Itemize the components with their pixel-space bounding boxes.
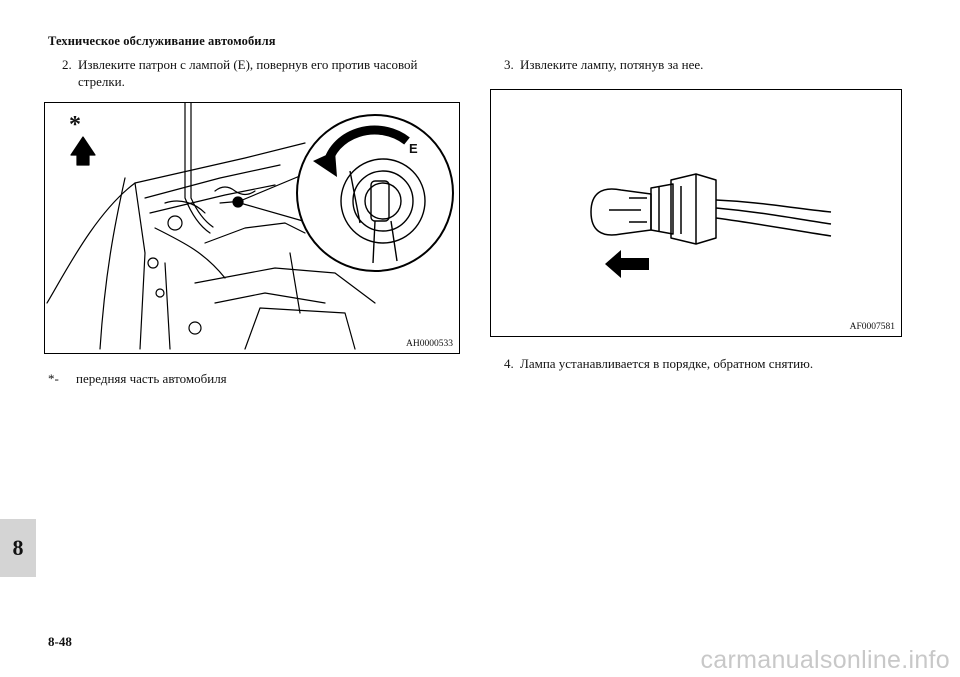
note-mark: *- — [48, 371, 59, 386]
figure-bulb-removal — [490, 89, 902, 337]
figure-note — [48, 371, 227, 387]
step-2-text: Извлеките патрон с лампой (E), повернув его против часовой стрелки. — [78, 57, 418, 89]
step-4-number: 4. — [504, 356, 514, 371]
step-3 — [504, 56, 904, 73]
page-number: 8-48 — [48, 634, 72, 649]
watermark: carmanualsonline.info — [700, 646, 950, 674]
step-2 — [62, 56, 462, 90]
section-header: Техническое обслуживание автомобиля — [48, 34, 276, 48]
engine-bay-illustration — [45, 103, 459, 353]
step-4-text: Лампа устанавливается в порядке, обратном снятию. — [520, 356, 814, 371]
magnified-socket-detail — [297, 115, 453, 271]
step-4 — [504, 355, 904, 372]
bulb-illustration — [491, 90, 901, 336]
figure-code: AF0007581 — [849, 322, 895, 332]
step-3-number: 3. — [504, 57, 514, 72]
front-marker-star: * — [69, 112, 81, 138]
step-2-number: 2. — [62, 57, 72, 72]
chapter-number: 8 — [12, 535, 24, 560]
figure-code: AH0000533 — [406, 339, 453, 349]
chapter-tab — [0, 519, 36, 577]
callout-e: E — [409, 141, 418, 156]
step-3-text: Извлеките лампу, потянув за нее. — [520, 57, 704, 72]
pull-direction-arrow-icon — [605, 250, 649, 278]
note-text: передняя часть автомобиля — [76, 371, 227, 386]
figure-socket-removal — [44, 102, 460, 354]
front-arrow-icon — [71, 137, 95, 165]
